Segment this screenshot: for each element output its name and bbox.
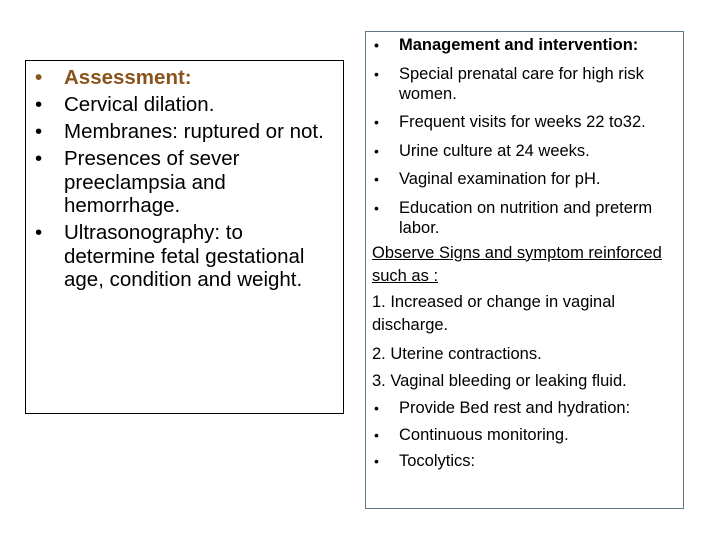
assessment-item: • Ultrasonography: to determine fetal gestational age, condition and weight. (35, 221, 305, 291)
observe-signs-heading: Observe Signs and symptom reinforced such as : (372, 243, 662, 285)
bullet-icon: • (35, 221, 43, 244)
management-box (365, 31, 684, 509)
bullet-icon: • (374, 171, 379, 187)
management-item: • Urine culture at 24 weeks. (374, 141, 590, 160)
bullet-icon: • (35, 93, 43, 116)
assessment-item: • Presences of sever preeclampsia and hemorrhage. (35, 147, 240, 217)
bullet-icon: • (374, 453, 379, 469)
assessment-heading: • Assessment: (35, 66, 192, 89)
bullet-icon: • (374, 400, 379, 416)
management-list (372, 35, 679, 238)
bullet-icon: • (374, 37, 379, 53)
intervention-item: • Tocolytics: (374, 452, 476, 470)
bullet-icon: • (35, 66, 43, 89)
numbered-list (372, 291, 679, 394)
bullet-icon: • (35, 147, 43, 170)
numbered-item: 1. Increased or change in vaginal discharge. (372, 293, 616, 334)
management-heading: • Management and intervention: (374, 36, 639, 54)
bullet-icon: • (374, 114, 379, 130)
numbered-item: 3. Vaginal bleeding or leaking fluid. (372, 371, 627, 390)
bullet-icon: • (374, 65, 379, 82)
intervention-item: • Provide Bed rest and hydration: (374, 399, 631, 417)
bullet-icon: • (374, 426, 379, 443)
assessment-box (25, 60, 344, 414)
intervention-list (372, 398, 679, 471)
management-item: • Vaginal examination for pH. (374, 170, 601, 188)
numbered-item: 2. Uterine contractions. (372, 345, 542, 363)
management-item: • Education on nutrition and preterm labor. (374, 198, 653, 237)
assessment-item: • Membranes: ruptured or not. (35, 120, 324, 143)
assessment-item: • Cervical dilation. (35, 93, 215, 116)
assessment-list (32, 66, 337, 292)
bullet-icon: • (374, 142, 379, 159)
bullet-icon: • (374, 199, 379, 216)
intervention-item: • Continuous monitoring. (374, 425, 569, 444)
management-item: • Special prenatal care for high risk women. (374, 64, 644, 103)
bullet-icon: • (35, 120, 43, 143)
management-item: • Frequent visits for weeks 22 to32. (374, 113, 646, 131)
